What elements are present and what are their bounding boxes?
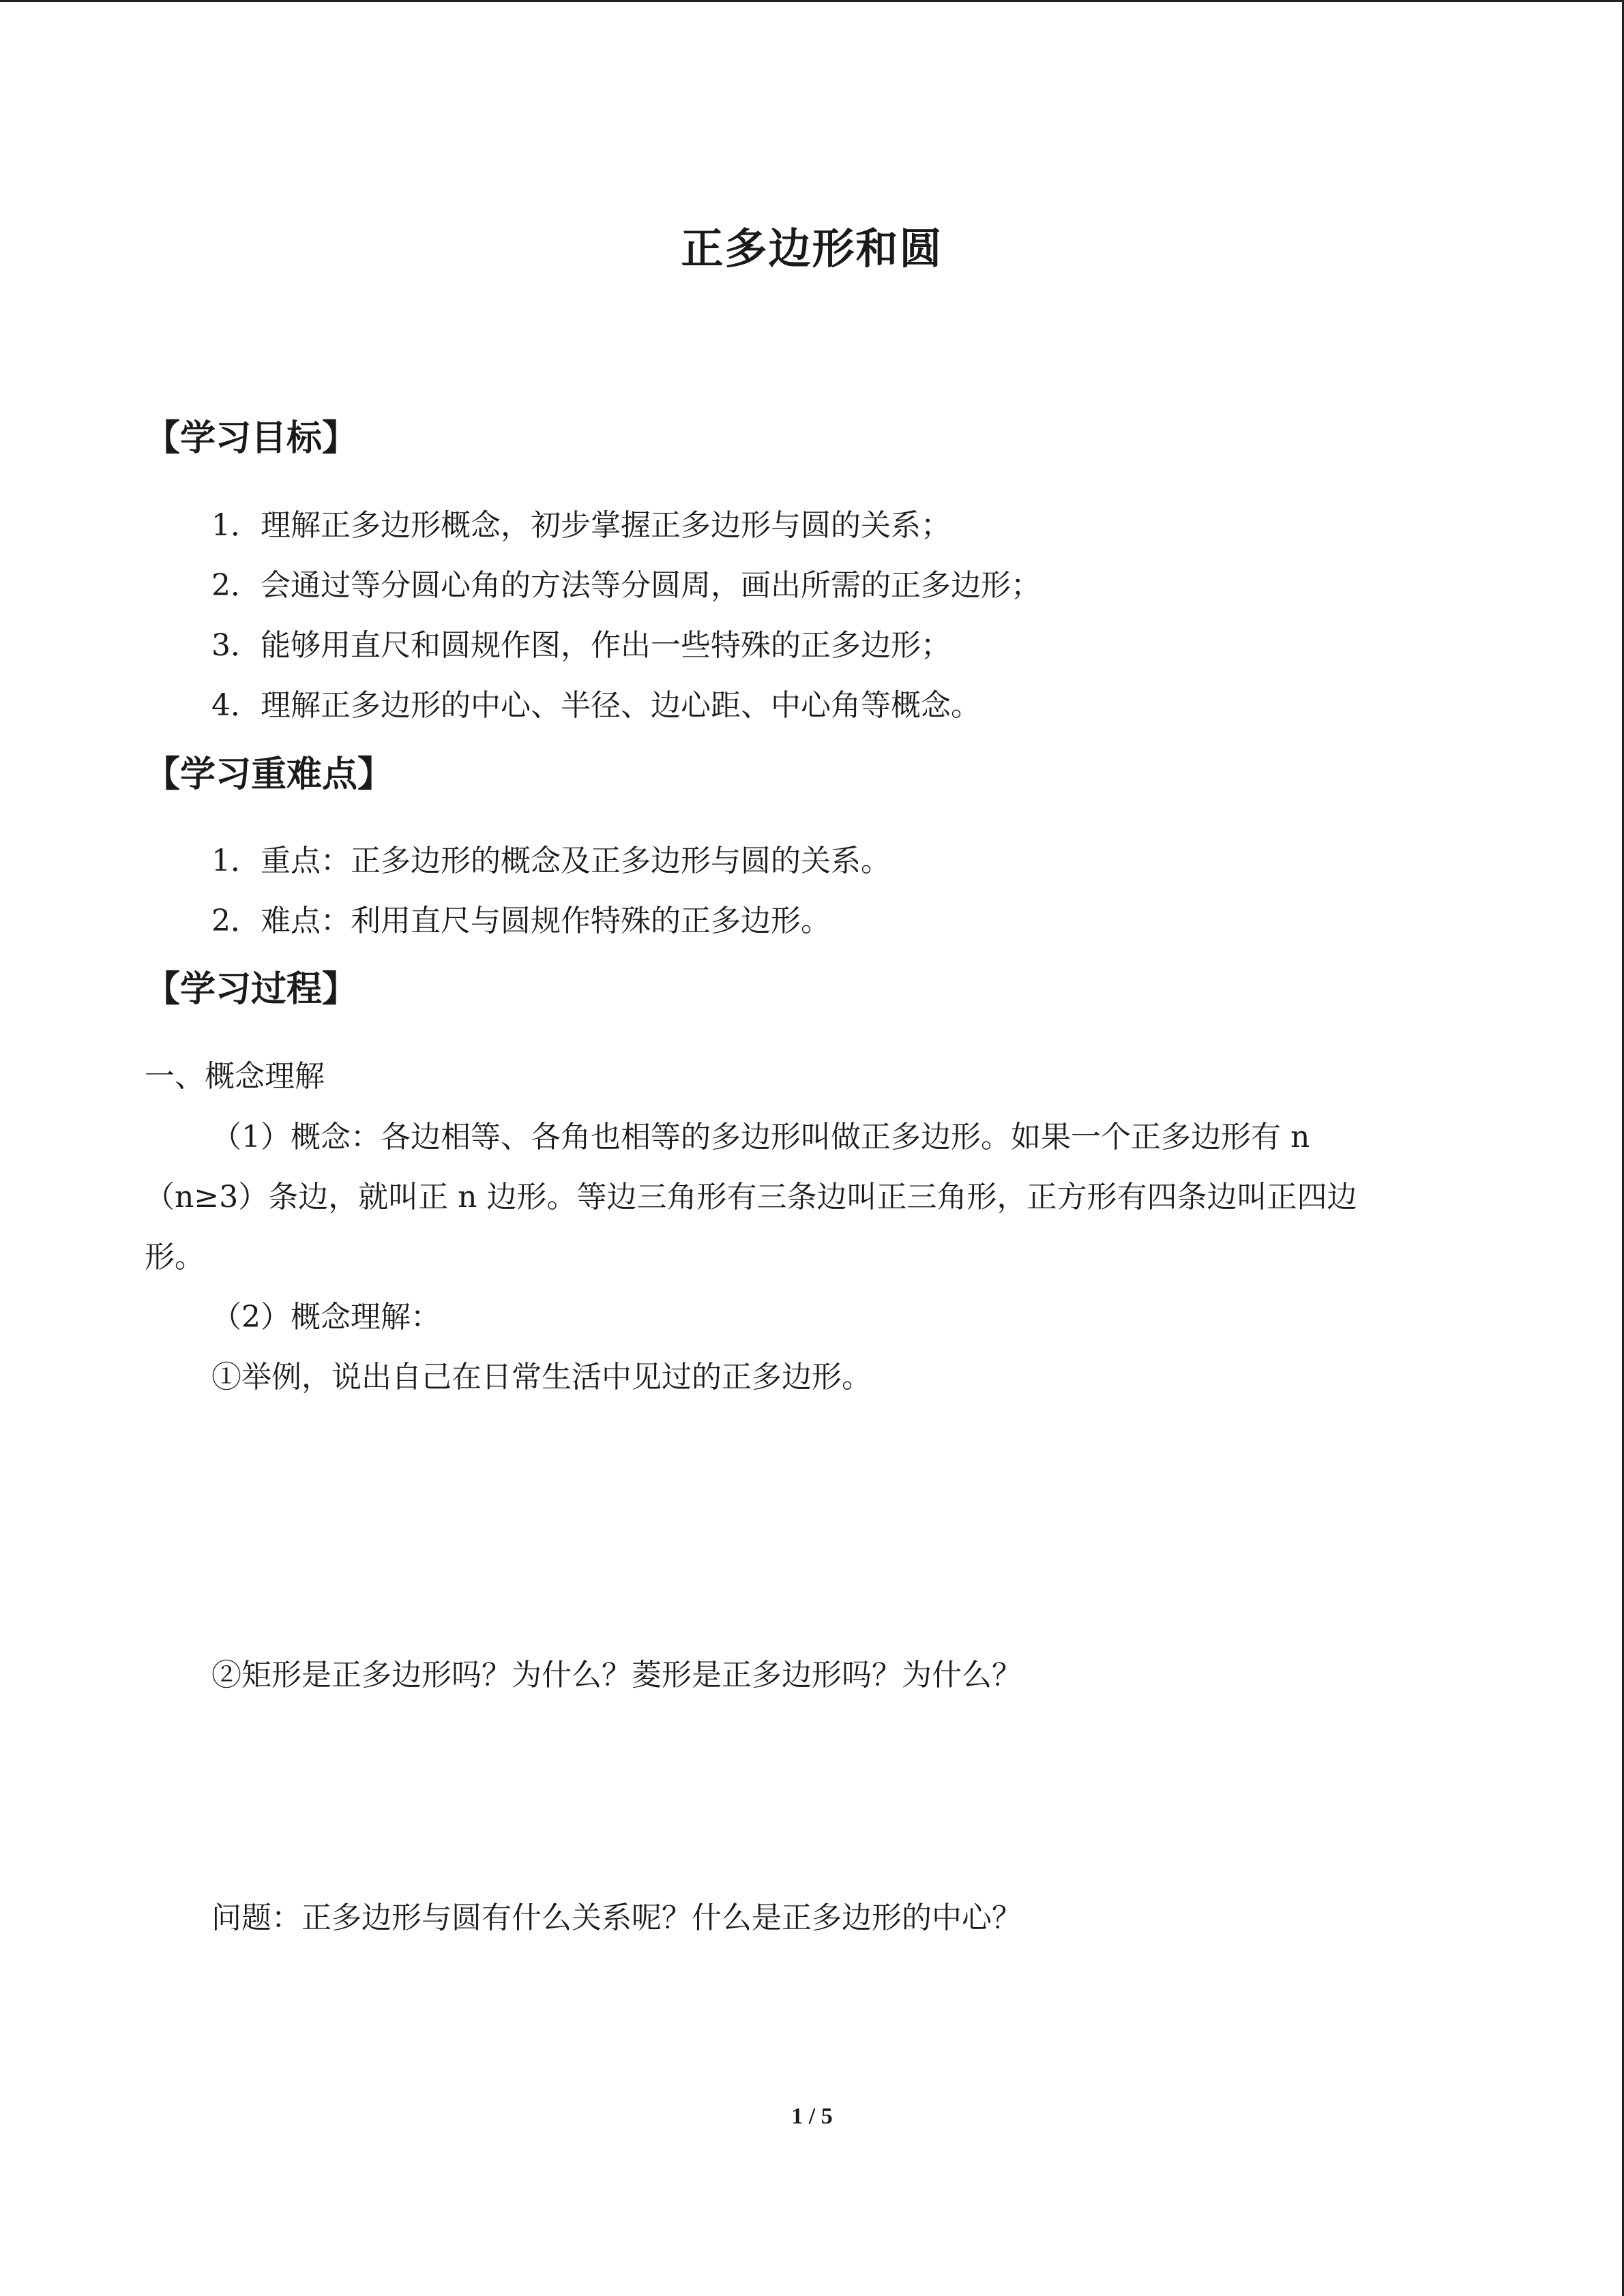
- question-3: 问题：正多边形与圆有什么关系呢？什么是正多边形的中心？: [211, 1900, 1022, 1935]
- question-1: ①举例，说出自己在日常生活中见过的正多边形。: [211, 1360, 872, 1395]
- objective-item-3: 3．能够用直尺和圆规作图，作出一些特殊的正多边形；: [211, 628, 951, 663]
- key-point-item-2: 2．难点：利用直尺与圆规作特殊的正多边形。: [211, 904, 831, 938]
- concept-line-3: 形。: [145, 1240, 205, 1274]
- subheading-concept: 一、概念理解: [145, 1059, 325, 1094]
- question-2: ②矩形是正多边形吗？为什么？菱形是正多边形吗？为什么？: [211, 1658, 1022, 1693]
- page-number: 1 / 5: [791, 2104, 833, 2129]
- section-heading-process: 【学习过程】: [145, 969, 358, 1010]
- page-border-top: [0, 0, 1624, 2]
- document-title: 正多边形和圆: [681, 224, 943, 273]
- understanding-label: （2）概念理解：: [211, 1300, 441, 1335]
- objective-item-1: 1．理解正多边形概念，初步掌握正多边形与圆的关系；: [211, 508, 951, 543]
- key-point-item-1: 1．重点：正多边形的概念及正多边形与圆的关系。: [211, 844, 891, 878]
- section-heading-objectives: 【学习目标】: [145, 418, 358, 459]
- objective-item-4: 4．理解正多边形的中心、半径、边心距、中心角等概念。: [211, 688, 981, 723]
- concept-line-2: （n≥3）条边，就叫正 n 边形。等边三角形有三条边叫正三角形，正方形有四条边叫正四边: [145, 1180, 1357, 1214]
- concept-line-1: （1）概念：各边相等、各角也相等的多边形叫做正多边形。如果一个正多边形有 n: [211, 1120, 1310, 1154]
- section-heading-key-points: 【学习重难点】: [145, 754, 394, 795]
- objective-item-2: 2．会通过等分圆心角的方法等分圆周，画出所需的正多边形；: [211, 568, 1041, 603]
